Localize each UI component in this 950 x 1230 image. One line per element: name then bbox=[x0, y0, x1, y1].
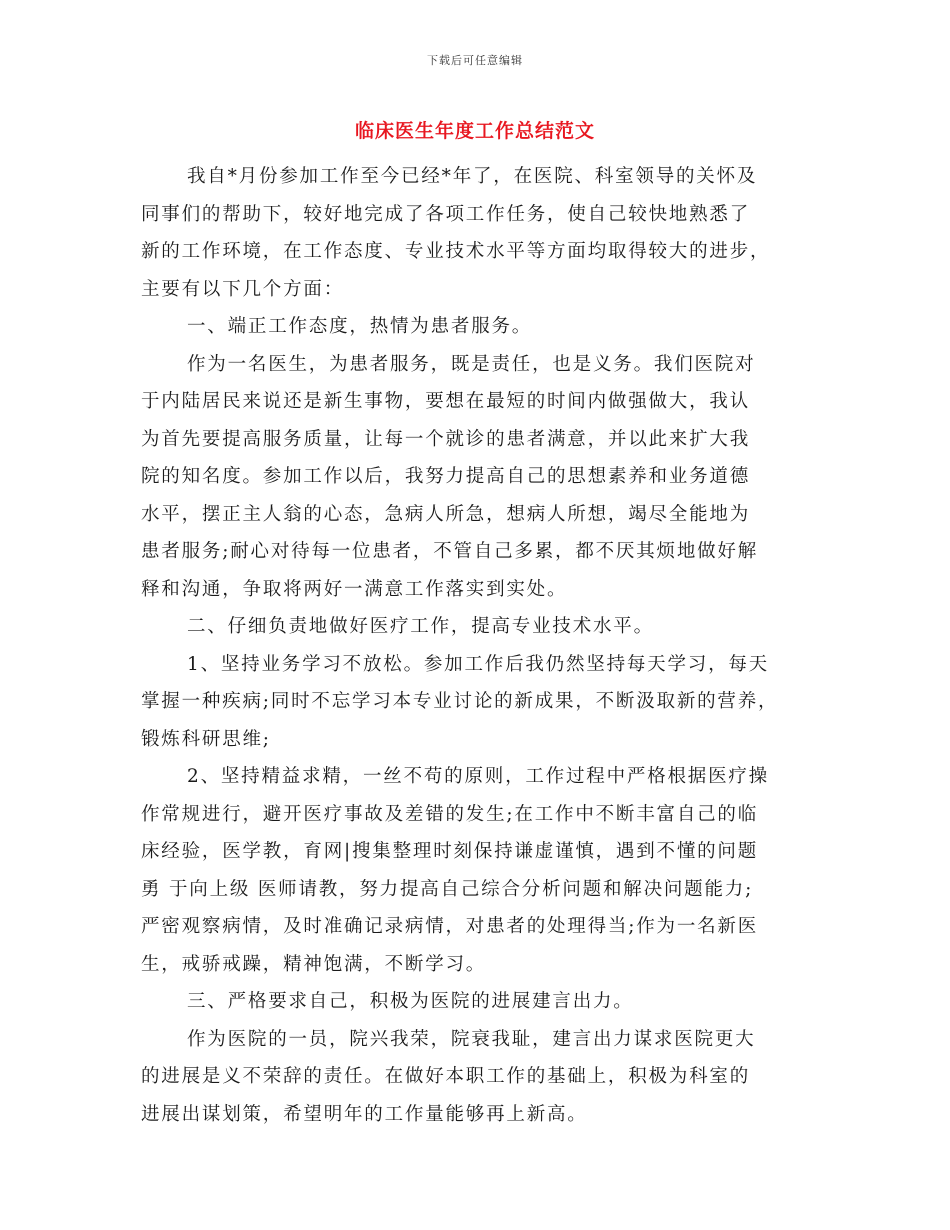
text-line: 院的知名度。参加工作以后，我努力提高自己的思想素养和业务道德 bbox=[141, 466, 751, 487]
text-line: 进展出谋划策，希望明年的工作量能够再上新高。 bbox=[141, 1103, 588, 1125]
text-line: 三、严格要求自己，积极为医院的进展建言出力。 bbox=[187, 991, 634, 1012]
text-line: 于内陆居民来说还是新生事物，要想在最短的时间内做强做大，我认 bbox=[141, 391, 751, 412]
text-line: 主要有以下几个方面： bbox=[141, 278, 345, 300]
document-body bbox=[141, 158, 813, 1133]
text-line: 一、端正工作态度，热情为患者服务。 bbox=[187, 316, 533, 337]
text-line: 床经验，医学教，育网|搜集整理时刻保持谦虚谨慎，遇到不懂的问题 bbox=[141, 841, 759, 862]
text-line: 作常规进行，避开医疗事故及差错的发生;在工作中不断丰富自己的临 bbox=[141, 803, 759, 825]
text-line: 二、仔细负责地做好医疗工作，提高专业技术水平。 bbox=[187, 616, 654, 637]
text-line: 锻炼科研思维; bbox=[141, 728, 271, 750]
text-line: 为首先要提高服务质量，让每一个就诊的患者满意，并以此来扩大我 bbox=[141, 428, 751, 450]
text-line: 作为一名医生，为患者服务，既是责任，也是义务。我们医院对 bbox=[187, 353, 756, 375]
text-line: 我自*月份参加工作至今已经*年了，在医院、科室领导的关怀及 bbox=[187, 166, 758, 187]
text-line: 同事们的帮助下，较好地完成了各项工作任务，使自己较快地熟悉了 bbox=[141, 203, 751, 225]
text-line: 释和沟通，争取将两好一满意工作落实到实处。 bbox=[141, 578, 568, 600]
text-line: 掌握一种疾病;同时不忘学习本专业讨论的新成果，不断汲取新的营养， bbox=[141, 691, 779, 712]
text-line: 新的工作环境，在工作态度、专业技术水平等方面均取得较大的进步， bbox=[141, 241, 771, 262]
document-title: 临床医生年度工作总结范文 bbox=[354, 120, 595, 142]
text-line: 2、坚持精益求精，一丝不苟的原则，工作过程中严格根据医疗操 bbox=[187, 766, 769, 787]
text-line: 1、坚持业务学习不放松。参加工作后我仍然坚持每天学习，每天 bbox=[187, 653, 769, 675]
text-line: 水平，摆正主人翁的心态，急病人所急，想病人所想，竭尽全能地为 bbox=[141, 503, 751, 525]
text-line: 患者服务;耐心对待每一位患者，不管自己多累，都不厌其烦地做好解 bbox=[141, 541, 759, 562]
text-line: 严密观察病情，及时准确记录病情，对患者的处理得当;作为一名新医 bbox=[141, 916, 759, 937]
text-line: 作为医院的一员，院兴我荣，院衰我耻，建言出力谋求医院更大 bbox=[187, 1028, 756, 1050]
header-note: 下载后可任意编辑 bbox=[427, 54, 523, 67]
text-line: 勇 于向上级 医师请教，努力提高自己综合分析问题和解决问题能力; bbox=[141, 878, 754, 900]
text-line: 生，戒骄戒躁，精神饱满，不断学习。 bbox=[141, 953, 487, 975]
text-line: 的进展是义不荣辞的责任。在做好本职工作的基础上，积极为科室的 bbox=[141, 1066, 751, 1087]
